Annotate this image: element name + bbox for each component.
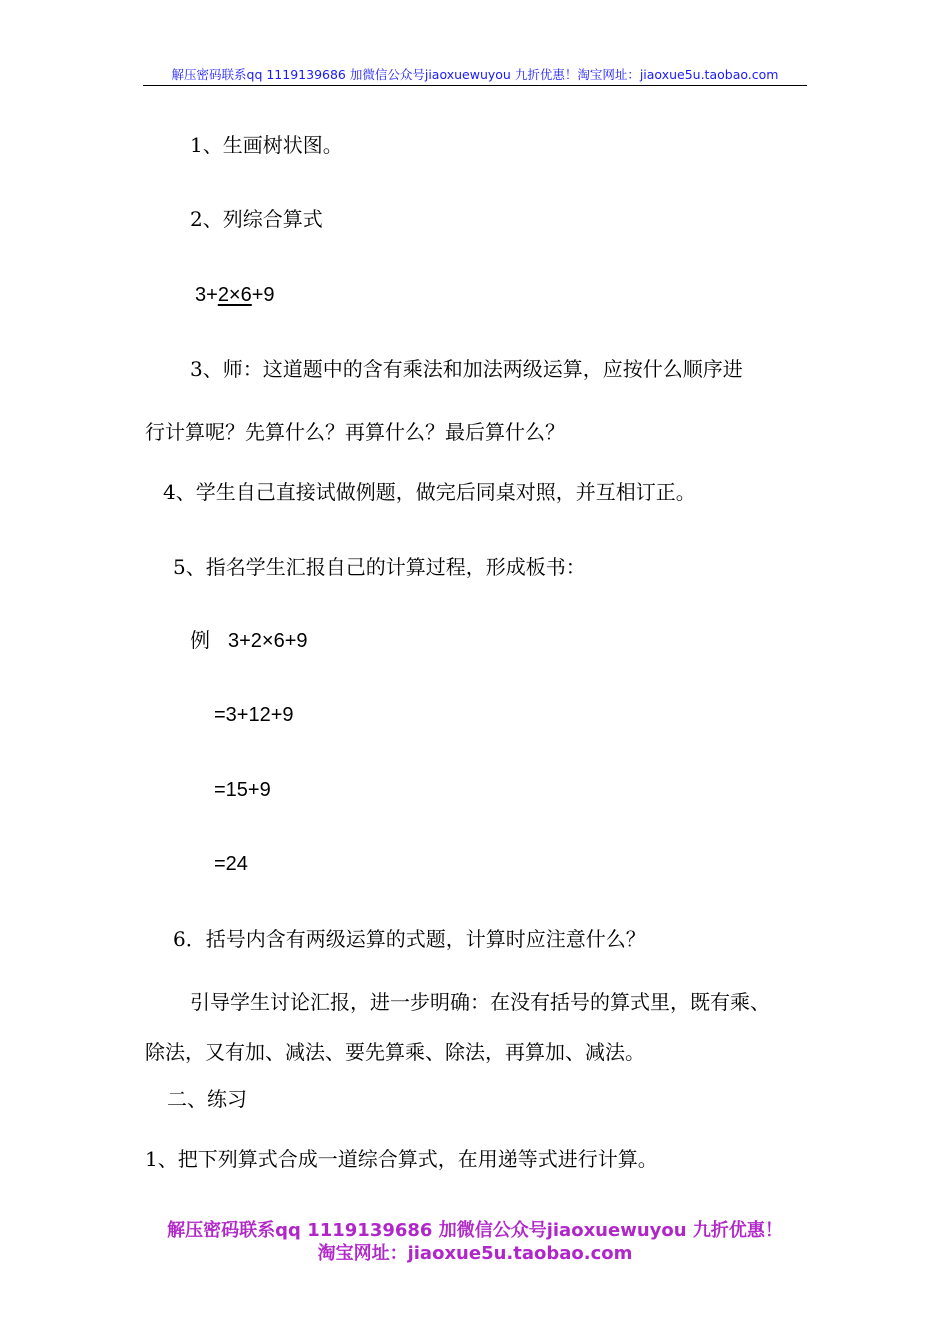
- step-2-text: 2、列综合算式: [190, 207, 323, 231]
- example-step-1: =3+12+9: [214, 704, 294, 726]
- guide-line-1: 引导学生讨论汇报，进一步明确：在没有括号的算式里，既有乘、: [190, 990, 770, 1014]
- formula-underlined-part: 2×6: [217, 284, 252, 306]
- footer-line-1: 解压密码联系qq 1119139686 加微信公众号jiaoxuewuyou 九折优惠！: [167, 1220, 783, 1241]
- formula-suffix: +9: [251, 284, 275, 306]
- section-2-heading: 二、练习: [167, 1087, 247, 1111]
- footer-line-2: 淘宝网址：jiaoxue5u.taobao.com: [317, 1243, 633, 1264]
- step-4-text: 4、学生自己直接试做例题，做完后同桌对照，并互相订正。: [163, 480, 696, 504]
- guide-line-2: 除法，又有加、减法、要先算乘、除法，再算加、减法。: [145, 1040, 645, 1064]
- formula: [195, 283, 275, 307]
- formula-prefix: 3+: [195, 284, 218, 306]
- step-1-text: 1、生画树状图。: [190, 133, 343, 157]
- step-5-text: 5、指名学生汇报自己的计算过程，形成板书：: [173, 555, 586, 579]
- step-3-line-1: 3、师：这道题中的含有乘法和加法两级运算，应按什么顺序进: [190, 357, 743, 381]
- exercise-1-text: 1、把下列算式合成一道综合算式，在用递等式进行计算。: [145, 1147, 658, 1171]
- step-6-text: 6．括号内含有两级运算的式题，计算时应注意什么？: [173, 927, 646, 951]
- example-expression: 3+2×6+9: [228, 630, 308, 652]
- example-line: [190, 628, 308, 653]
- example-label: 例: [190, 628, 210, 652]
- page-header: 解压密码联系qq 1119139686 加微信公众号jiaoxuewuyou 九折优惠！淘宝网址：jiaoxue5u.taobao.com: [143, 66, 807, 86]
- step-3-line-2: 行计算呢？先算什么？再算什么？最后算什么？: [145, 420, 565, 444]
- example-step-3: =24: [214, 853, 248, 875]
- example-step-2: =15+9: [214, 779, 271, 801]
